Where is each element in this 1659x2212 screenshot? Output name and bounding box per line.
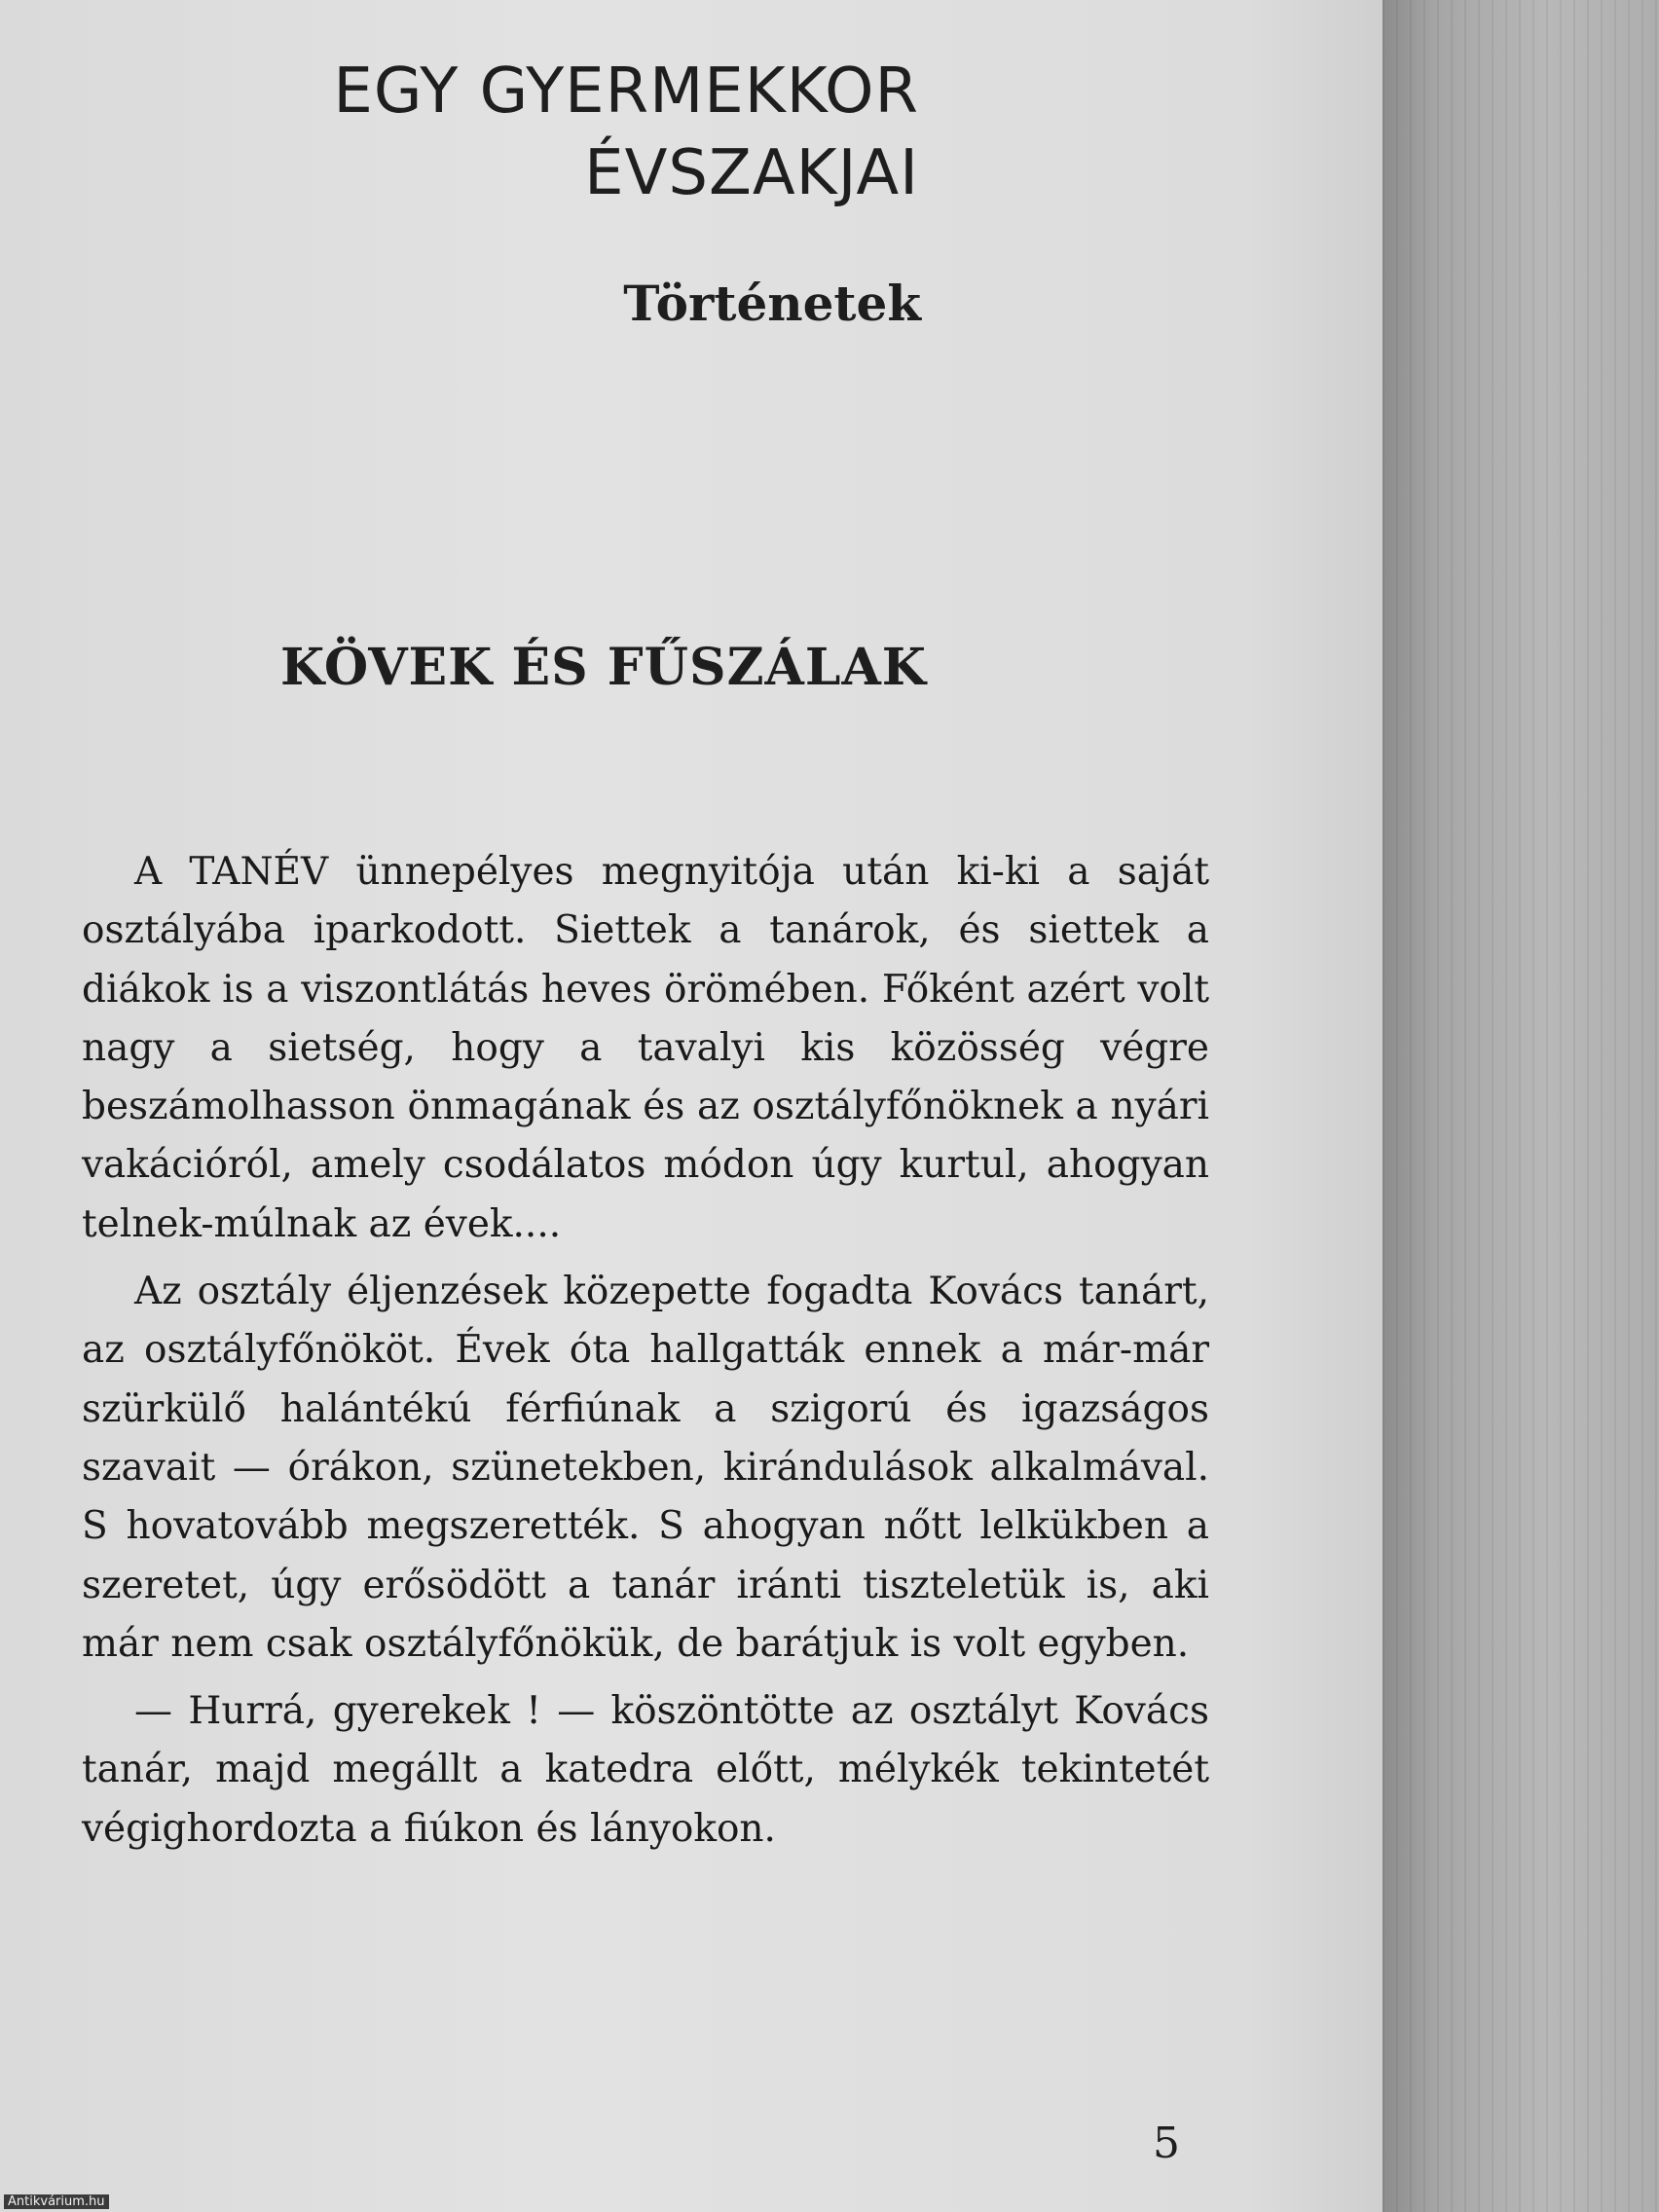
watermark: Antikvárium.hu xyxy=(4,2194,109,2209)
subtitle: Történetek xyxy=(623,275,921,332)
body-text xyxy=(82,843,1209,1867)
book-title-line-2: ÉVSZAKJAI xyxy=(584,137,919,209)
page-edge xyxy=(1382,0,1659,2212)
chapter-title: KÖVEK ÉS FŰSZÁLAK xyxy=(280,638,927,697)
book-title-line-1: EGY GYERMEKKOR xyxy=(333,55,919,128)
paragraph-1: A TANÉV ünnepélyes megnyitója után ki-ki a saját osztályába iparkodott. Siettek a tanárok, és siettek a diákok is a viszontlátás heves örömében. Főként azért volt nagy a sietség, hogy a tavalyi kis közösség végre beszámolhasson önmagának és az osztályfőnöknek a nyári vakációról, amely csodálatos módon úgy kurtul, ahogyan telnek-múlnak az évek.... xyxy=(82,850,1209,1246)
paragraph-2: Az osztály éljenzések közepette fogadta Kovács tanárt, az osztályfőnököt. Évek óta hallgatták ennek a már-már szürkülő halántékú férfiúnak a szigorú és igazságos szavait — órákon, szünetekben, kirándulások alkalmával. S hovatovább megszerették. S ahogyan nőtt lelkükben a szeretet, úgy erősödött a tanár iránti tiszteletük is, aki már nem csak osztályfőnökük, de barátjuk is volt egyben. xyxy=(82,1270,1209,1666)
book-title xyxy=(333,51,919,214)
paragraph-3: — Hurrá, gyerekek ! — köszöntötte az osztályt Kovács tanár, majd megállt a katedra előtt, mélykék tekintetét végighordozta a fiúkon és lányokon. xyxy=(82,1689,1209,1851)
page-number: 5 xyxy=(1153,2119,1180,2168)
